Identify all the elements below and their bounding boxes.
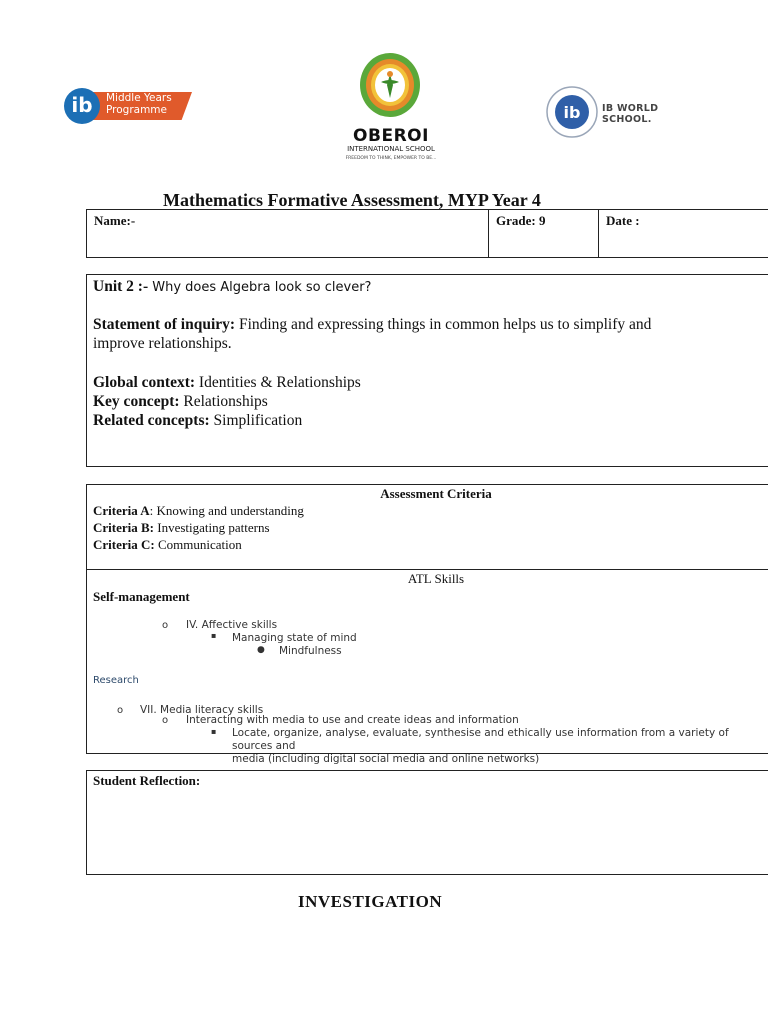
ib-logo-icon: ib [64, 88, 100, 124]
atl-heading: ATL Skills [407, 571, 465, 586]
investigation-heading: INVESTIGATION [298, 892, 443, 911]
global-context [93, 373, 361, 392]
school-name: OBEROI [353, 126, 429, 146]
related-concepts-label: Related concepts: [93, 412, 210, 429]
criteria-item [93, 503, 304, 519]
date-cell[interactable] [599, 210, 768, 257]
circle-bullet-icon: o [162, 620, 169, 631]
myp-line2: Programme [106, 104, 167, 116]
key-concept [93, 392, 268, 411]
related-concepts-value: Simplification [213, 412, 303, 429]
managing-state-of-mind: Managing state of mind [232, 632, 357, 644]
locate-line-1: Locate, organize, analyse, evaluate, synthesise and ethically use information from a variety of sources and [232, 727, 729, 752]
student-info-table [86, 209, 768, 258]
key-concept-label: Key concept: [93, 393, 180, 410]
inquiry-text-2: improve relationships. [93, 335, 232, 352]
unit-info-box [86, 274, 768, 467]
myp-logo [64, 88, 192, 124]
myp-line1: Middle Years [106, 92, 172, 104]
circle-bullet-icon: o [117, 705, 124, 716]
grade-label: Grade: 9 [496, 213, 546, 228]
unit-title: Why does Algebra look so clever? [148, 280, 372, 295]
affective-skills: IV. Affective skills [186, 619, 278, 631]
assessment-criteria-box [86, 484, 768, 570]
locate-line-2: media (including digital social media and online networks) [232, 753, 540, 765]
criteria-b-label: Criteria B: [93, 520, 155, 535]
unit-line [93, 277, 371, 297]
svg-text:ib: ib [563, 103, 581, 122]
inquiry-label: Statement of inquiry: [93, 316, 236, 333]
criteria-item [93, 537, 242, 553]
interacting-with-media: Interacting with media to use and create ideas and information [186, 714, 519, 726]
statement-of-inquiry [93, 315, 768, 353]
atl-skills-box [86, 569, 768, 765]
square-bullet-icon: ▪ [211, 631, 217, 640]
dot-bullet-icon: ● [257, 645, 265, 655]
school-subtitle: INTERNATIONAL SCHOOL [347, 145, 435, 153]
date-label: Date : [606, 213, 640, 228]
grade-cell [489, 210, 599, 257]
school-emblem-icon [359, 52, 421, 118]
ib-world-school-text: IB WORLD SCHOOL. [602, 103, 659, 125]
circle-bullet-icon: o [162, 715, 169, 726]
related-concepts [93, 411, 302, 430]
school-logo [335, 52, 447, 170]
research-heading: Research [93, 675, 139, 686]
page-title: Mathematics Formative Assessment, MYP Year 4 [163, 190, 541, 210]
unit-label: Unit 2 :- [93, 278, 149, 295]
student-reflection-box[interactable] [86, 770, 768, 875]
inquiry-text: Finding and expressing things in common helps us to simplify and [238, 316, 652, 333]
locate-organize-text [232, 727, 768, 766]
name-label: Name:- [94, 213, 136, 228]
square-bullet-icon: ▪ [211, 727, 217, 736]
ib-world-school-logo [546, 86, 706, 136]
key-concept-value: Relationships [183, 393, 268, 410]
global-context-label: Global context: [93, 374, 196, 391]
school-tagline: FREEDOM TO THINK, EMPOWER TO BE... [345, 156, 437, 161]
criteria-a-text: : Knowing and understanding [149, 503, 304, 518]
self-management-heading: Self-management [93, 589, 190, 604]
student-reflection-label: Student Reflection: [93, 773, 201, 788]
criteria-c-text: Communication [154, 537, 242, 552]
mindfulness: Mindfulness [279, 645, 342, 657]
myp-logo-text [106, 92, 172, 116]
ib-world-seal-icon [546, 86, 598, 138]
criteria-b-text: Investigating patterns [154, 520, 270, 535]
name-cell[interactable] [87, 210, 489, 257]
criteria-c-label: Criteria C: [93, 537, 155, 552]
global-context-value: Identities & Relationships [198, 374, 361, 391]
media-literacy-skills: VII. Media literacy skills [140, 704, 264, 716]
criteria-a-label: Criteria A [93, 503, 150, 518]
criteria-heading: Assessment Criteria [380, 486, 492, 501]
criteria-item [93, 520, 270, 536]
